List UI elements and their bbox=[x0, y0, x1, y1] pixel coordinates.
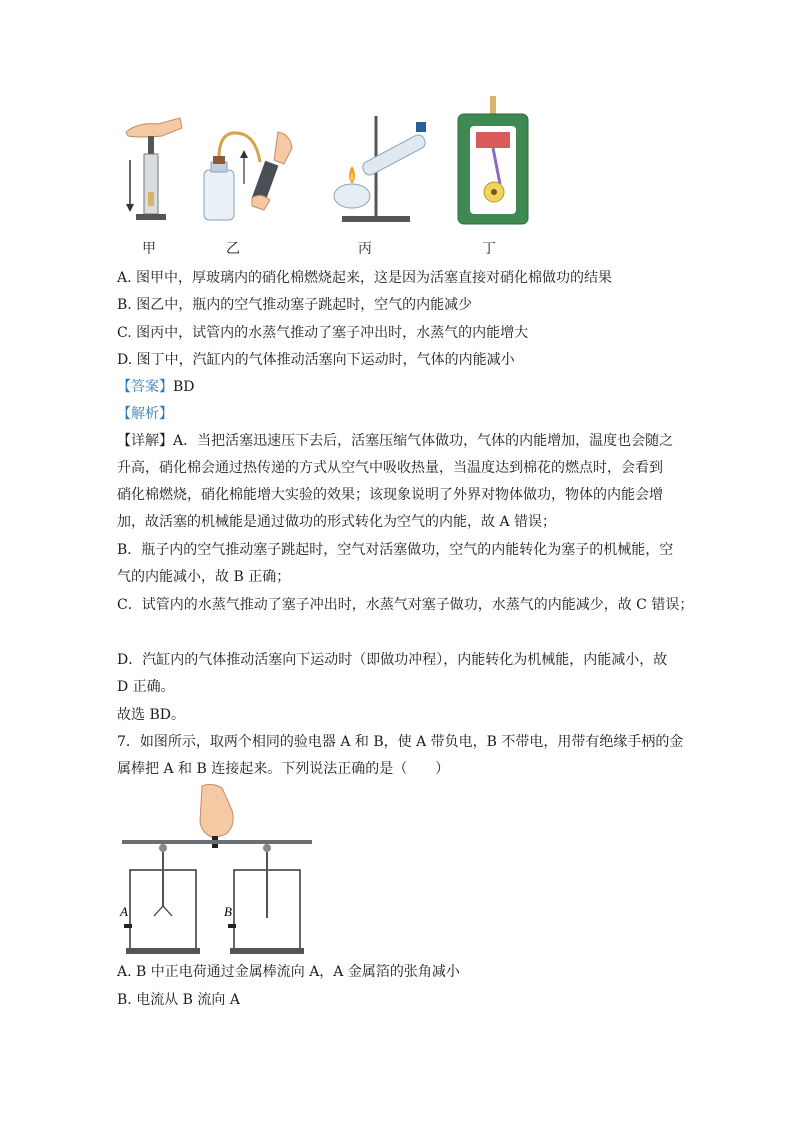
figure-ding-engine-cylinder bbox=[450, 92, 540, 232]
figure-bing-test-tube-lamp bbox=[332, 92, 432, 232]
explain-line-4: 加，故活塞的机械能是通过做功的形式转化为空气的内能，故 A 错误； bbox=[117, 514, 557, 530]
q6-option-d: D. 图丁中，汽缸内的气体推动活塞向下运动时，气体的内能减小 bbox=[117, 352, 515, 368]
electroscope-figure bbox=[116, 782, 316, 958]
q7-stem-line-2: 属棒把 A 和 B 连接起来。下列说法正确的是（ ） bbox=[117, 761, 450, 777]
answer-value: BD bbox=[173, 379, 195, 395]
figure-label-ding: 丁 bbox=[482, 241, 496, 257]
analysis-label: 【解析】 bbox=[117, 406, 173, 422]
explain-line-6: 气的内能减小，故 B 正确； bbox=[117, 569, 291, 585]
electroscope-label-b: B bbox=[224, 904, 232, 919]
q6-option-b: B. 图乙中，瓶内的空气推动塞子跳起时，空气的内能减少 bbox=[117, 297, 473, 313]
explain-line-9: D 正确。 bbox=[117, 679, 175, 695]
explain-line-5: B．瓶子内的空气推动塞子跳起时，空气对活塞做功，空气的内能转化为塞子的机械能，空 bbox=[117, 542, 674, 558]
q7-option-a: A. B 中正电荷通过金属棒流向 A，A 金属箔的张角减小 bbox=[117, 964, 460, 980]
experiment-figure-row bbox=[112, 92, 552, 262]
explain-line-1: 【详解】A．当把活塞迅速压下去后，活塞压缩气体做功，气体的内能增加，温度也会随之 bbox=[117, 433, 674, 449]
figure-label-yi: 乙 bbox=[226, 241, 240, 257]
q6-option-a: A. 图甲中，厚玻璃内的硝化棉燃烧起来，这是因为活塞直接对硝化棉做功的结果 bbox=[117, 270, 613, 286]
q6-option-c: C. 图丙中，试管内的水蒸气推动了塞子冲出时，水蒸气的内能增大 bbox=[117, 325, 529, 341]
explain-line-10: 故选 BD。 bbox=[117, 707, 185, 723]
electroscope-diagram bbox=[116, 782, 316, 958]
figure-yi-bottle-pump bbox=[200, 92, 310, 232]
electroscope-label-a: A bbox=[120, 904, 128, 919]
figure-label-bing: 丙 bbox=[358, 241, 372, 257]
figure-jia-compression-cylinder bbox=[118, 92, 188, 232]
q7-stem-line-1: 7．如图所示，取两个相同的验电器 A 和 B，使 A 带负电，B 不带电，用带有绝缘手柄的金 bbox=[117, 734, 684, 750]
explain-line-8: D．汽缸内的气体推动活塞向下运动时（即做功冲程），内能转化为机械能，内能减小，故 bbox=[117, 652, 668, 668]
explain-line-2: 升高，硝化棉会通过热传递的方式从空气中吸收热量，当温度达到棉花的燃点时，会看到 bbox=[117, 460, 663, 476]
answer-label: 【答案】 bbox=[117, 379, 173, 395]
answer-line bbox=[117, 378, 195, 396]
explain-line-3: 硝化棉燃烧，硝化棉能增大实验的效果；该现象说明了外界对物体做功，物体的内能会增 bbox=[117, 487, 663, 503]
figure-label-jia: 甲 bbox=[142, 241, 156, 257]
q7-option-b: B. 电流从 B 流向 A bbox=[117, 992, 240, 1008]
explain-line-7: C．试管内的水蒸气推动了塞子冲出时，水蒸气对塞子做功，水蒸气的内能减少，故 C 错误； bbox=[117, 597, 694, 613]
